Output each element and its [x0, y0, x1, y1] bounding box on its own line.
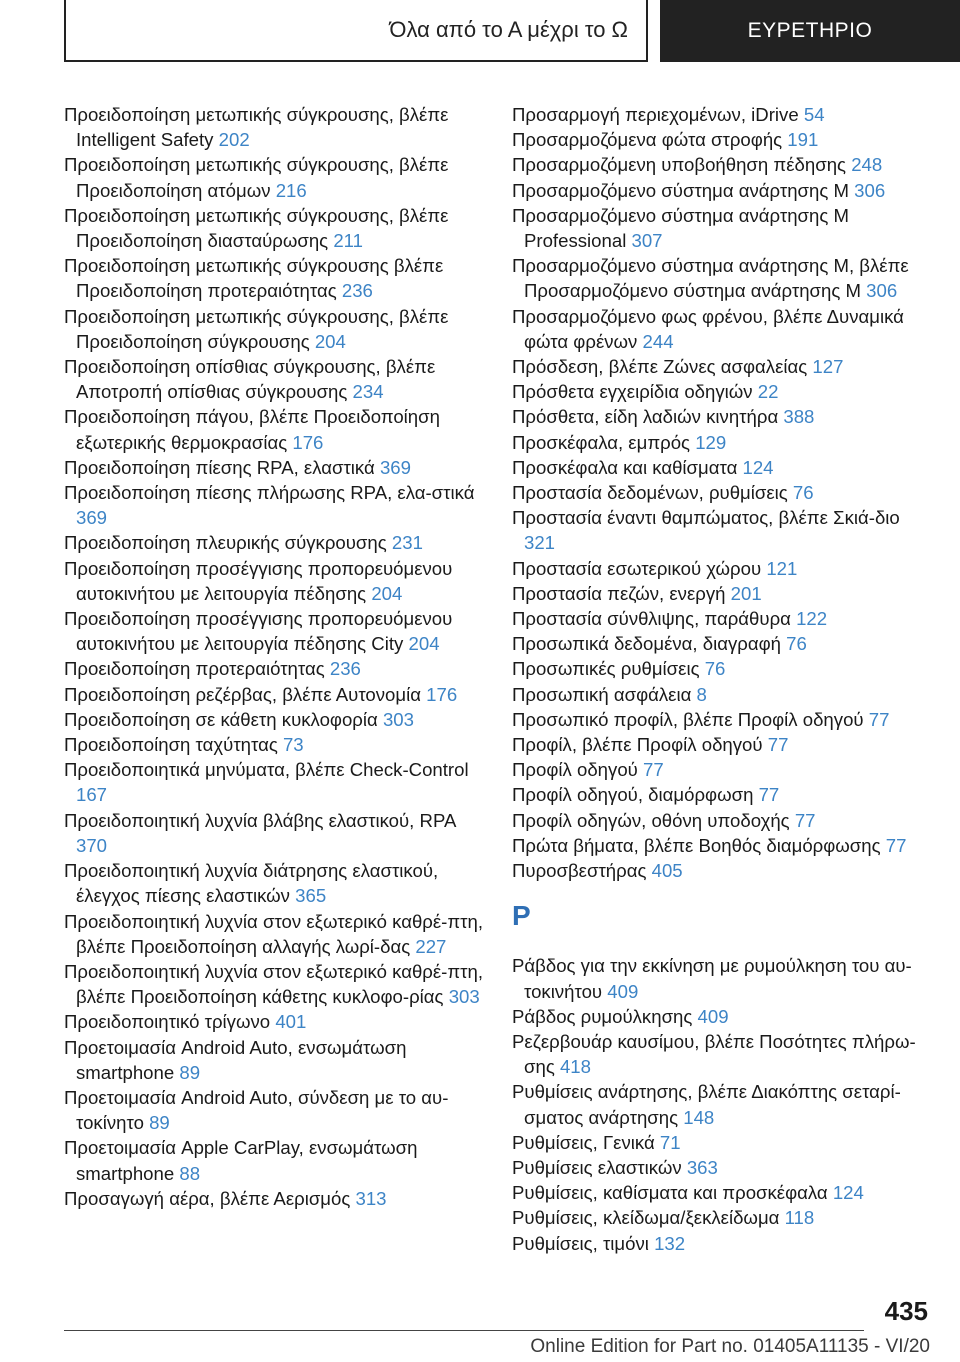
entry-page-link[interactable]: 307	[631, 230, 663, 252]
entry-term: Προσαγωγή αέρα, βλέπε Αερισμός	[64, 1187, 351, 1209]
entry-page-link[interactable]: 176	[426, 683, 458, 705]
entry-page-link[interactable]: 191	[787, 129, 819, 151]
entry-term: Προειδοποίηση πίεσης πλήρωσης RPA, ελα-στικά	[64, 482, 475, 504]
index-column-left	[64, 102, 484, 1211]
entry-page-link[interactable]: 236	[329, 658, 361, 680]
index-entry	[64, 455, 484, 480]
entry-term: Προσαρμοζόμενα φώτα στροφής	[512, 129, 783, 151]
index-entry	[512, 1029, 932, 1079]
entry-page-link[interactable]: 118	[784, 1207, 815, 1229]
entry-page-link[interactable]: 405	[651, 860, 683, 882]
section-title: Όλα από το Α μέχρι το Ω	[389, 17, 628, 42]
entry-page-link[interactable]: 167	[76, 784, 108, 806]
entry-term: Προσωπικό προφίλ, βλέπε Προφίλ οδηγού	[512, 708, 864, 730]
entry-term: Προστασία εσωτερικού χώρου	[512, 557, 762, 579]
index-entry	[512, 631, 932, 656]
entry-page-link[interactable]: 124	[742, 456, 774, 478]
index-entry	[64, 682, 484, 707]
footer-divider	[64, 1330, 864, 1331]
entry-term: Ρυθμίσεις, κλείδωμα/ξεκλείδωμα	[512, 1207, 780, 1229]
entry-term: Προετοιμασία Android Auto, ενσωμάτωση smartphone	[64, 1036, 407, 1083]
entry-term: Προσαρμοζόμενο σύστημα ανάρτησης M, βλέπε Προσαρμοζόμενο σύστημα ανάρτησης M	[512, 255, 909, 302]
page-header	[64, 0, 960, 66]
index-entry	[512, 304, 932, 354]
index-entry	[512, 127, 932, 152]
entry-term: Προσωπικές ρυθμίσεις	[512, 658, 700, 680]
entry-term: Προφίλ οδηγών, οθόνη υποδοχής	[512, 809, 790, 831]
entry-page-link[interactable]: 8	[696, 683, 707, 705]
entry-page-link[interactable]: 211	[333, 230, 363, 252]
entry-page-link[interactable]: 401	[275, 1011, 307, 1033]
index-entry	[512, 833, 932, 858]
index-entry	[512, 782, 932, 807]
index-entry	[512, 1180, 932, 1205]
index-entry	[512, 152, 932, 177]
entry-page-link[interactable]: 122	[796, 608, 828, 630]
entry-page-link[interactable]: 77	[885, 834, 907, 856]
index-entry	[512, 1205, 932, 1230]
entry-page-link[interactable]: 77	[758, 784, 780, 806]
entry-term: Ρυθμίσεις, Γενικά	[512, 1131, 655, 1153]
entry-page-link[interactable]: 369	[76, 507, 108, 529]
entry-page-link[interactable]: 321	[524, 532, 556, 554]
index-entry	[512, 354, 932, 379]
index-entry	[64, 102, 484, 152]
entry-page-link[interactable]: 409	[697, 1005, 729, 1027]
index-entry	[512, 430, 932, 455]
entry-page-link[interactable]: 313	[355, 1187, 387, 1209]
entry-page-link[interactable]: 303	[448, 986, 480, 1008]
index-entry	[64, 757, 484, 807]
entry-page-link[interactable]: 248	[851, 154, 883, 176]
entry-term: Ρυθμίσεις, καθίσματα και προσκέφαλα	[512, 1182, 828, 1204]
entry-term: Προστασία έναντι θαμπώματος, βλέπε Σκιά-διο	[512, 507, 900, 529]
entry-term: Προειδοποίηση σε κάθετη κυκλοφορία	[64, 708, 378, 730]
index-entry	[64, 480, 484, 530]
entry-term: Προφίλ, βλέπε Προφίλ οδηγού	[512, 734, 763, 756]
index-entry	[512, 656, 932, 681]
index-entry	[64, 1085, 484, 1135]
entry-term: Προσαρμοζόμενη υποβοήθηση πέδησης	[512, 154, 847, 176]
entry-term: Πρόσθετα, είδη λαδιών κινητήρα	[512, 406, 779, 428]
entry-page-link[interactable]: 227	[415, 935, 447, 957]
index-entry	[512, 505, 932, 555]
entry-page-link[interactable]: 71	[659, 1131, 681, 1153]
entry-page-link[interactable]: 73	[282, 734, 304, 756]
entry-term: Πρόσθετα εγχειρίδια οδηγιών	[512, 381, 753, 403]
entry-term: Προειδοποίηση πάγου, βλέπε Προειδοποίηση εξωτερικής θερμοκρασίας	[64, 406, 440, 453]
entry-page-link[interactable]: 204	[314, 330, 346, 352]
index-group-p	[512, 102, 932, 883]
entry-page-link[interactable]: 365	[295, 885, 327, 907]
index-entry	[512, 1231, 932, 1256]
entry-term: Προστασία δεδομένων, ρυθμίσεις	[512, 482, 788, 504]
entry-page-link[interactable]: 234	[352, 381, 384, 403]
entry-term: Προειδοποιητική λυχνία στον εξωτερικό καθρέ-πτη, βλέπε Προειδοποίηση κάθετης κυκλοφο-ρίας	[64, 960, 484, 1008]
entry-page-link[interactable]: 127	[812, 356, 844, 378]
entry-page-link[interactable]: 202	[218, 129, 250, 151]
entry-page-link[interactable]: 124	[832, 1182, 864, 1204]
entry-term: Ράβδος για την εκκίνηση με ρυμούλκηση του αυ-τοκινήτου	[512, 955, 912, 1002]
index-entry	[64, 732, 484, 757]
entry-term: Ρυθμίσεις, τιμόνι	[512, 1232, 649, 1254]
index-entry	[64, 203, 484, 253]
index-tab	[660, 0, 960, 62]
index-entry	[512, 1004, 932, 1029]
index-entry	[512, 953, 932, 1003]
entry-page-link[interactable]: 54	[803, 104, 825, 125]
index-entry	[64, 909, 484, 959]
entry-page-link[interactable]: 129	[695, 431, 727, 453]
entry-page-link[interactable]: 236	[341, 280, 373, 302]
index-entry	[64, 1186, 484, 1211]
entry-page-link[interactable]: 77	[868, 708, 890, 730]
index-entry	[512, 203, 932, 253]
index-entry	[64, 606, 484, 656]
index-entry	[512, 455, 932, 480]
entry-term: Προειδοποιητικό τρίγωνο	[64, 1011, 271, 1033]
entry-term: Προειδοποίηση προσέγγισης προπορευόμενου αυτοκινήτου με λειτουργία πέδησης City	[64, 608, 453, 655]
index-entry	[64, 1135, 484, 1185]
entry-page-link[interactable]: 22	[757, 381, 779, 403]
entry-page-link[interactable]: 76	[792, 482, 814, 504]
index-entry	[64, 530, 484, 555]
entry-term: Ράβδος ρυμούλκησης	[512, 1005, 693, 1027]
entry-term: Πυροσβεστήρας	[512, 860, 647, 882]
entry-page-link[interactable]: 89	[149, 1112, 170, 1134]
entry-term: Προειδοποίηση μετωπικής σύγκρουσης βλέπε Προειδοποίηση προτεραιότητας	[64, 255, 444, 302]
index-entry	[512, 808, 932, 833]
entry-page-link[interactable]: 418	[559, 1056, 591, 1078]
entry-term: Προσκέφαλα, εμπρός	[512, 431, 691, 453]
index-entry	[512, 732, 932, 757]
entry-term: Προειδοποιητική λυχνία βλάβης ελαστικού, RPA	[64, 809, 456, 831]
entry-term: Προειδοποίηση μετωπικής σύγκρουσης, βλέπε Προειδοποίηση σύγκρουσης	[64, 305, 449, 352]
index-entry	[64, 858, 484, 908]
entry-term: Προφίλ οδηγού	[512, 759, 638, 781]
index-entry	[64, 354, 484, 404]
entry-page-link[interactable]: 306	[854, 179, 886, 201]
entry-page-link[interactable]: 132	[654, 1232, 686, 1254]
entry-term: Ρυθμίσεις ελαστικών	[512, 1156, 682, 1178]
entry-term: Προειδοποίηση πλευρικής σύγκρουσης	[64, 532, 387, 554]
section-title-tab	[64, 0, 648, 62]
index-entry	[512, 707, 932, 732]
index-entry	[512, 1155, 932, 1180]
index-entry	[64, 808, 484, 858]
entry-term: Προειδοποιητική λυχνία στον εξωτερικό καθρέ-πτη, βλέπε Προειδοποίηση αλλαγής λωρί-δας	[64, 910, 484, 957]
entry-term: Προετοιμασία Android Auto, σύνδεση με το αυ-τοκίνητο	[64, 1086, 449, 1134]
entry-page-link[interactable]: 204	[408, 633, 440, 655]
index-entry	[512, 1130, 932, 1155]
index-label: ΕΥΡΕΤΗΡΙΟ	[747, 19, 873, 42]
entry-term: Προειδοποίηση προτεραιότητας	[64, 658, 325, 680]
entry-page-link[interactable]: 370	[76, 834, 108, 856]
entry-page-link[interactable]: 388	[783, 406, 815, 428]
entry-term: Ρυθμίσεις ανάρτησης, βλέπε Διακόπτης σεταρί-σματος ανάρτησης	[512, 1081, 901, 1128]
index-entry	[512, 379, 932, 404]
index-entry	[64, 404, 484, 454]
index-entry	[512, 757, 932, 782]
entry-page-link[interactable]: 77	[794, 809, 816, 831]
entry-page-link[interactable]: 176	[292, 431, 324, 453]
index-entry	[512, 178, 932, 203]
entry-page-link[interactable]: 77	[643, 759, 664, 781]
entry-term: Προσκέφαλα και καθίσματα	[512, 456, 738, 478]
entry-term: Προειδοποιητικά μηνύματα, βλέπε Check-Control	[64, 759, 469, 781]
section-letter: Ρ	[512, 900, 531, 932]
page-number: 435	[884, 1296, 928, 1326]
index-entry	[512, 102, 932, 127]
entry-term: Προειδοποίηση προσέγγισης προπορευόμενου αυτοκινήτου με λειτουργία πέδησης	[64, 557, 453, 604]
entry-term: Προσαρμοζόμενο σύστημα ανάρτησης M	[512, 179, 849, 201]
index-entry	[512, 404, 932, 429]
entry-term: Προετοιμασία Apple CarPlay, ενσωμάτωση smartphone	[64, 1137, 418, 1184]
entry-term: Προειδοποίηση μετωπικής σύγκρουσης, βλέπε Intelligent Safety	[64, 104, 449, 151]
entry-page-link[interactable]: 216	[275, 179, 307, 201]
entry-page-link[interactable]: 121	[766, 557, 798, 579]
entry-term: Προειδοποίηση ταχύτητας	[64, 734, 278, 756]
index-group-r	[512, 953, 932, 1255]
entry-term: Πρόσδεση, βλέπε Ζώνες ασφαλείας	[512, 356, 808, 378]
index-entry	[512, 682, 932, 707]
index-entry	[512, 1079, 932, 1129]
entry-term: Προστασία σύνθλιψης, παράθυρα	[512, 608, 791, 630]
entry-page-link[interactable]: 77	[767, 734, 789, 756]
index-entry	[64, 152, 484, 202]
index-entry	[512, 858, 932, 883]
entry-term: Πρώτα βήματα, βλέπε Βοηθός διαμόρφωσης	[512, 834, 881, 856]
entry-page-link[interactable]: 306	[866, 280, 898, 302]
entry-term: Προσαρμογή περιεχομένων, iDrive	[512, 104, 799, 125]
entry-term: Προειδοποίηση ρεζέρβας, βλέπε Αυτονομία	[64, 683, 421, 705]
entry-term: Προειδοποιητική λυχνία διάτρησης ελαστικού, έλεγχος πίεσης ελαστικών	[64, 860, 439, 907]
entry-page-link[interactable]: 89	[179, 1061, 201, 1083]
entry-page-link[interactable]: 244	[642, 330, 674, 352]
index-entry	[64, 556, 484, 606]
entry-page-link[interactable]: 303	[382, 708, 414, 730]
entry-term: Προειδοποίηση οπίσθιας σύγκρουσης, βλέπε Αποτροπή οπίσθιας σύγκρουσης	[64, 356, 436, 403]
entry-term: Προσαρμοζόμενο σύστημα ανάρτησης M Professional	[512, 204, 849, 252]
entry-term: Προειδοποίηση πίεσης RPA, ελαστικά	[64, 456, 375, 478]
entry-page-link[interactable]: 148	[683, 1106, 715, 1128]
entry-page-link[interactable]: 76	[786, 633, 807, 655]
index-entry	[512, 606, 932, 631]
entry-term: Προσαρμοζόμενο φως φρένου, βλέπε Δυναμικά φώτα φρένων	[512, 305, 904, 352]
index-entry	[512, 581, 932, 606]
index-entry	[512, 253, 932, 303]
entry-term: Προειδοποίηση μετωπικής σύγκρουσης, βλέπε Προειδοποίηση διασταύρωσης	[64, 204, 449, 252]
entry-term: Προσωπική ασφάλεια	[512, 683, 692, 705]
index-entry	[512, 556, 932, 581]
entry-page-link[interactable]: 76	[704, 658, 726, 680]
index-entry	[64, 959, 484, 1009]
entry-term: Προφίλ οδηγού, διαμόρφωση	[512, 784, 754, 806]
index-entry	[64, 253, 484, 303]
index-entry	[512, 480, 932, 505]
entry-page-link[interactable]: 409	[607, 980, 639, 1002]
entry-term: Προειδοποίηση μετωπικής σύγκρουσης, βλέπε Προειδοποίηση ατόμων	[64, 154, 449, 201]
entry-page-link[interactable]: 204	[371, 582, 403, 604]
entry-page-link[interactable]: 201	[730, 582, 762, 604]
index-column-right	[512, 102, 932, 1256]
index-entry	[64, 707, 484, 732]
index-entry	[64, 304, 484, 354]
entry-page-link[interactable]: 88	[179, 1162, 201, 1184]
index-entry	[64, 656, 484, 681]
entry-term: Προσωπικά δεδομένα, διαγραφή	[512, 633, 781, 655]
entry-page-link[interactable]: 231	[391, 532, 423, 554]
index-entry	[64, 1035, 484, 1085]
entry-term: Προστασία πεζών, ενεργή	[512, 582, 726, 604]
entry-page-link[interactable]: 363	[686, 1156, 718, 1178]
footer-edition: Online Edition for Part no. 01405A11135 - VI/20	[530, 1336, 930, 1357]
entry-term: Ρεζερβουάρ καυσίμου, βλέπε Ποσότητες πλήρω-σης	[512, 1030, 916, 1078]
entry-page-link[interactable]: 369	[379, 456, 411, 478]
index-entry	[64, 1009, 484, 1034]
